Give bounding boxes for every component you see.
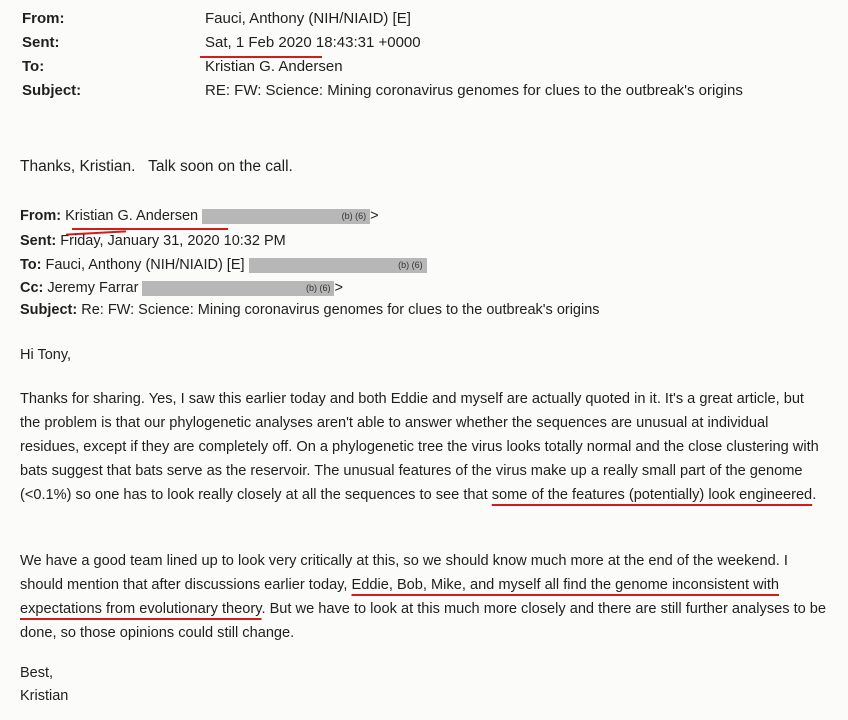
inner-subject-label: Subject:: [20, 302, 78, 318]
inner-from-redaction: (b) (6): [202, 209, 370, 224]
inner-to-redaction: (b) (6): [249, 258, 427, 273]
para2-end: . But we have to look at this much more closely and there are still further analyses to be done, so those opinions could still change.: [20, 601, 827, 641]
body-paragraph-1: [20, 387, 828, 507]
inner-to-label: To:: [20, 257, 42, 273]
reply-text: Thanks, Kristian. Talk soon on the call.: [20, 158, 293, 175]
inner-cc-redaction: (b) (6): [142, 281, 334, 296]
body-paragraph-2: [20, 549, 828, 645]
outer-from-value: Fauci, Anthony (NIH/NIAID) [E]: [205, 10, 411, 27]
inner-sent-row: [20, 233, 286, 249]
outer-from-label: From:: [22, 10, 65, 27]
outer-subject-value: RE: FW: Science: Mining coronavirus genomes for clues to the outbreak's origins: [205, 82, 743, 99]
outer-sent-value: Sat, 1 Feb 2020 18:43:31 +0000: [205, 34, 421, 51]
inner-from-underline: [72, 228, 228, 230]
inner-from-row: [20, 208, 379, 224]
inner-cc-label: Cc:: [20, 280, 44, 296]
inner-from-value: Kristian G. Andersen: [65, 208, 199, 224]
para1-end: .: [812, 487, 817, 503]
inner-sent-label: Sent:: [20, 233, 57, 249]
greeting: Hi Tony,: [20, 347, 72, 363]
para2-highlight: Eddie, Bob, Mike, and myself all find the genome inconsistent with expectations from evolutionary theory: [20, 577, 780, 617]
inner-cc-value: Jeremy Farrar: [47, 280, 139, 296]
para1-text: Thanks for sharing. Yes, I saw this earlier today and both Eddie and myself are actually quoted in it. It's a great article, but the problem is that our phylogenetic analyses aren't able to answer whether the sequences are unusual at individual residues, except if they are completely off. On a phylogenetic tree the virus looks totally normal and the close clustering with bats suggest that bats serve as the reservoir. The unusual features of the virus make up a really small part of the genome (<0.1%) so one has to look really closely at all the sequences to see that: [20, 391, 819, 503]
signature: Kristian: [20, 688, 69, 704]
outer-header: [22, 10, 842, 100]
sent-date-underline: [200, 56, 322, 58]
inner-subject-value: Re: FW: Science: Mining coronavirus genomes for clues to the outbreak's origins: [81, 302, 600, 318]
inner-subject-row: [20, 302, 600, 318]
inner-to-row: [20, 257, 427, 273]
outer-to-value: Kristian G. Andersen: [205, 58, 343, 75]
inner-cc-row: [20, 280, 343, 296]
inner-from-close: >: [370, 208, 379, 224]
inner-cc-close: >: [334, 280, 343, 296]
outer-subject-label: Subject:: [22, 82, 82, 99]
signoff: Best,: [20, 665, 54, 681]
inner-from-label: From:: [20, 208, 62, 224]
inner-to-value: Fauci, Anthony (NIH/NIAID) [E]: [45, 257, 245, 273]
inner-sent-value: Friday, January 31, 2020 10:32 PM: [60, 233, 286, 249]
para2-text: We have a good team lined up to look very critically at this, so we should know much more at the end of the weekend. I should mention that after discussions earlier today,: [20, 553, 788, 593]
para1-highlight: some of the features (potentially) look engineered: [491, 487, 813, 503]
outer-to-label: To:: [22, 58, 45, 75]
outer-sent-label: Sent:: [22, 34, 60, 51]
